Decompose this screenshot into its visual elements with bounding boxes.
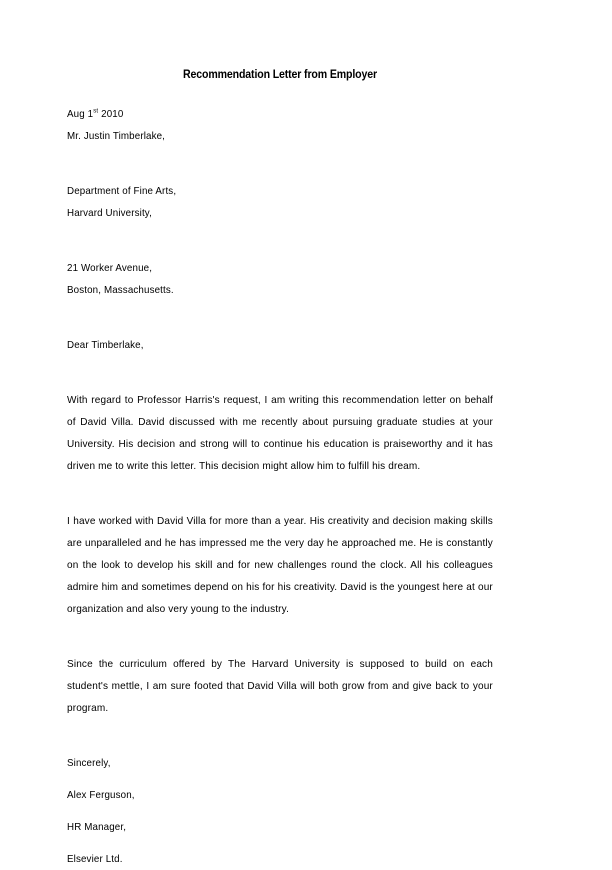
letter-date bbox=[67, 103, 463, 125]
date-ordinal-suffix: st bbox=[93, 107, 99, 115]
recipient-institution: Harvard University, bbox=[67, 207, 152, 219]
salutation: Dear Timberlake, bbox=[67, 339, 144, 351]
recipient-department: Department of Fine Arts, bbox=[67, 185, 177, 197]
date-prefix: Aug 1 bbox=[67, 108, 94, 120]
date-block bbox=[67, 103, 493, 147]
signer-name: Alex Ferguson, bbox=[67, 789, 135, 801]
recipient-name: Mr. Justin Timberlake, bbox=[67, 130, 166, 142]
recipient-institution-block bbox=[67, 180, 493, 224]
date-year: 2010 bbox=[98, 108, 124, 120]
letter-content bbox=[67, 0, 493, 870]
body-paragraph-2: I have worked with David Villa for more than a year. His creativity and decision making skills are unparalleled and he has impressed me the very day he approached me. He is constantly on the look to develop his skill and for new challenges round the clock. All his colleagues admire him and sometimes depend on his for his creativity. David is the youngest here at our organization and also very young to the industry. bbox=[67, 515, 493, 615]
signer-company: Elsevier Ltd. bbox=[67, 853, 123, 865]
body-paragraph-1-block bbox=[67, 389, 493, 477]
valediction: Sincerely, bbox=[67, 757, 111, 769]
address-street: 21 Worker Avenue, bbox=[67, 262, 153, 274]
body-paragraph-1: With regard to Professor Harris's request, I am writing this recommendation letter on behalf of David Villa. David discussed with me recently about pursuing graduate studies at your University. His decision and strong will to continue his education is praiseworthy and it has driven me to write this letter. This decision might allow him to fulfill his dream. bbox=[67, 394, 493, 472]
signer-title: HR Manager, bbox=[67, 821, 127, 833]
body-paragraph-2-block bbox=[67, 510, 493, 620]
salutation-block bbox=[67, 334, 493, 356]
recipient-address-block bbox=[67, 257, 493, 301]
body-paragraph-3: Since the curriculum offered by The Harvard University is supposed to build on each student's mettle, I am sure footed that David Villa will both grow from and give back to your program. bbox=[67, 658, 493, 714]
closing-block bbox=[67, 752, 493, 870]
address-city-state: Boston, Massachusetts. bbox=[67, 284, 174, 296]
page-title: Recommendation Letter from Employer bbox=[183, 69, 377, 81]
body-paragraph-3-block bbox=[67, 653, 493, 719]
